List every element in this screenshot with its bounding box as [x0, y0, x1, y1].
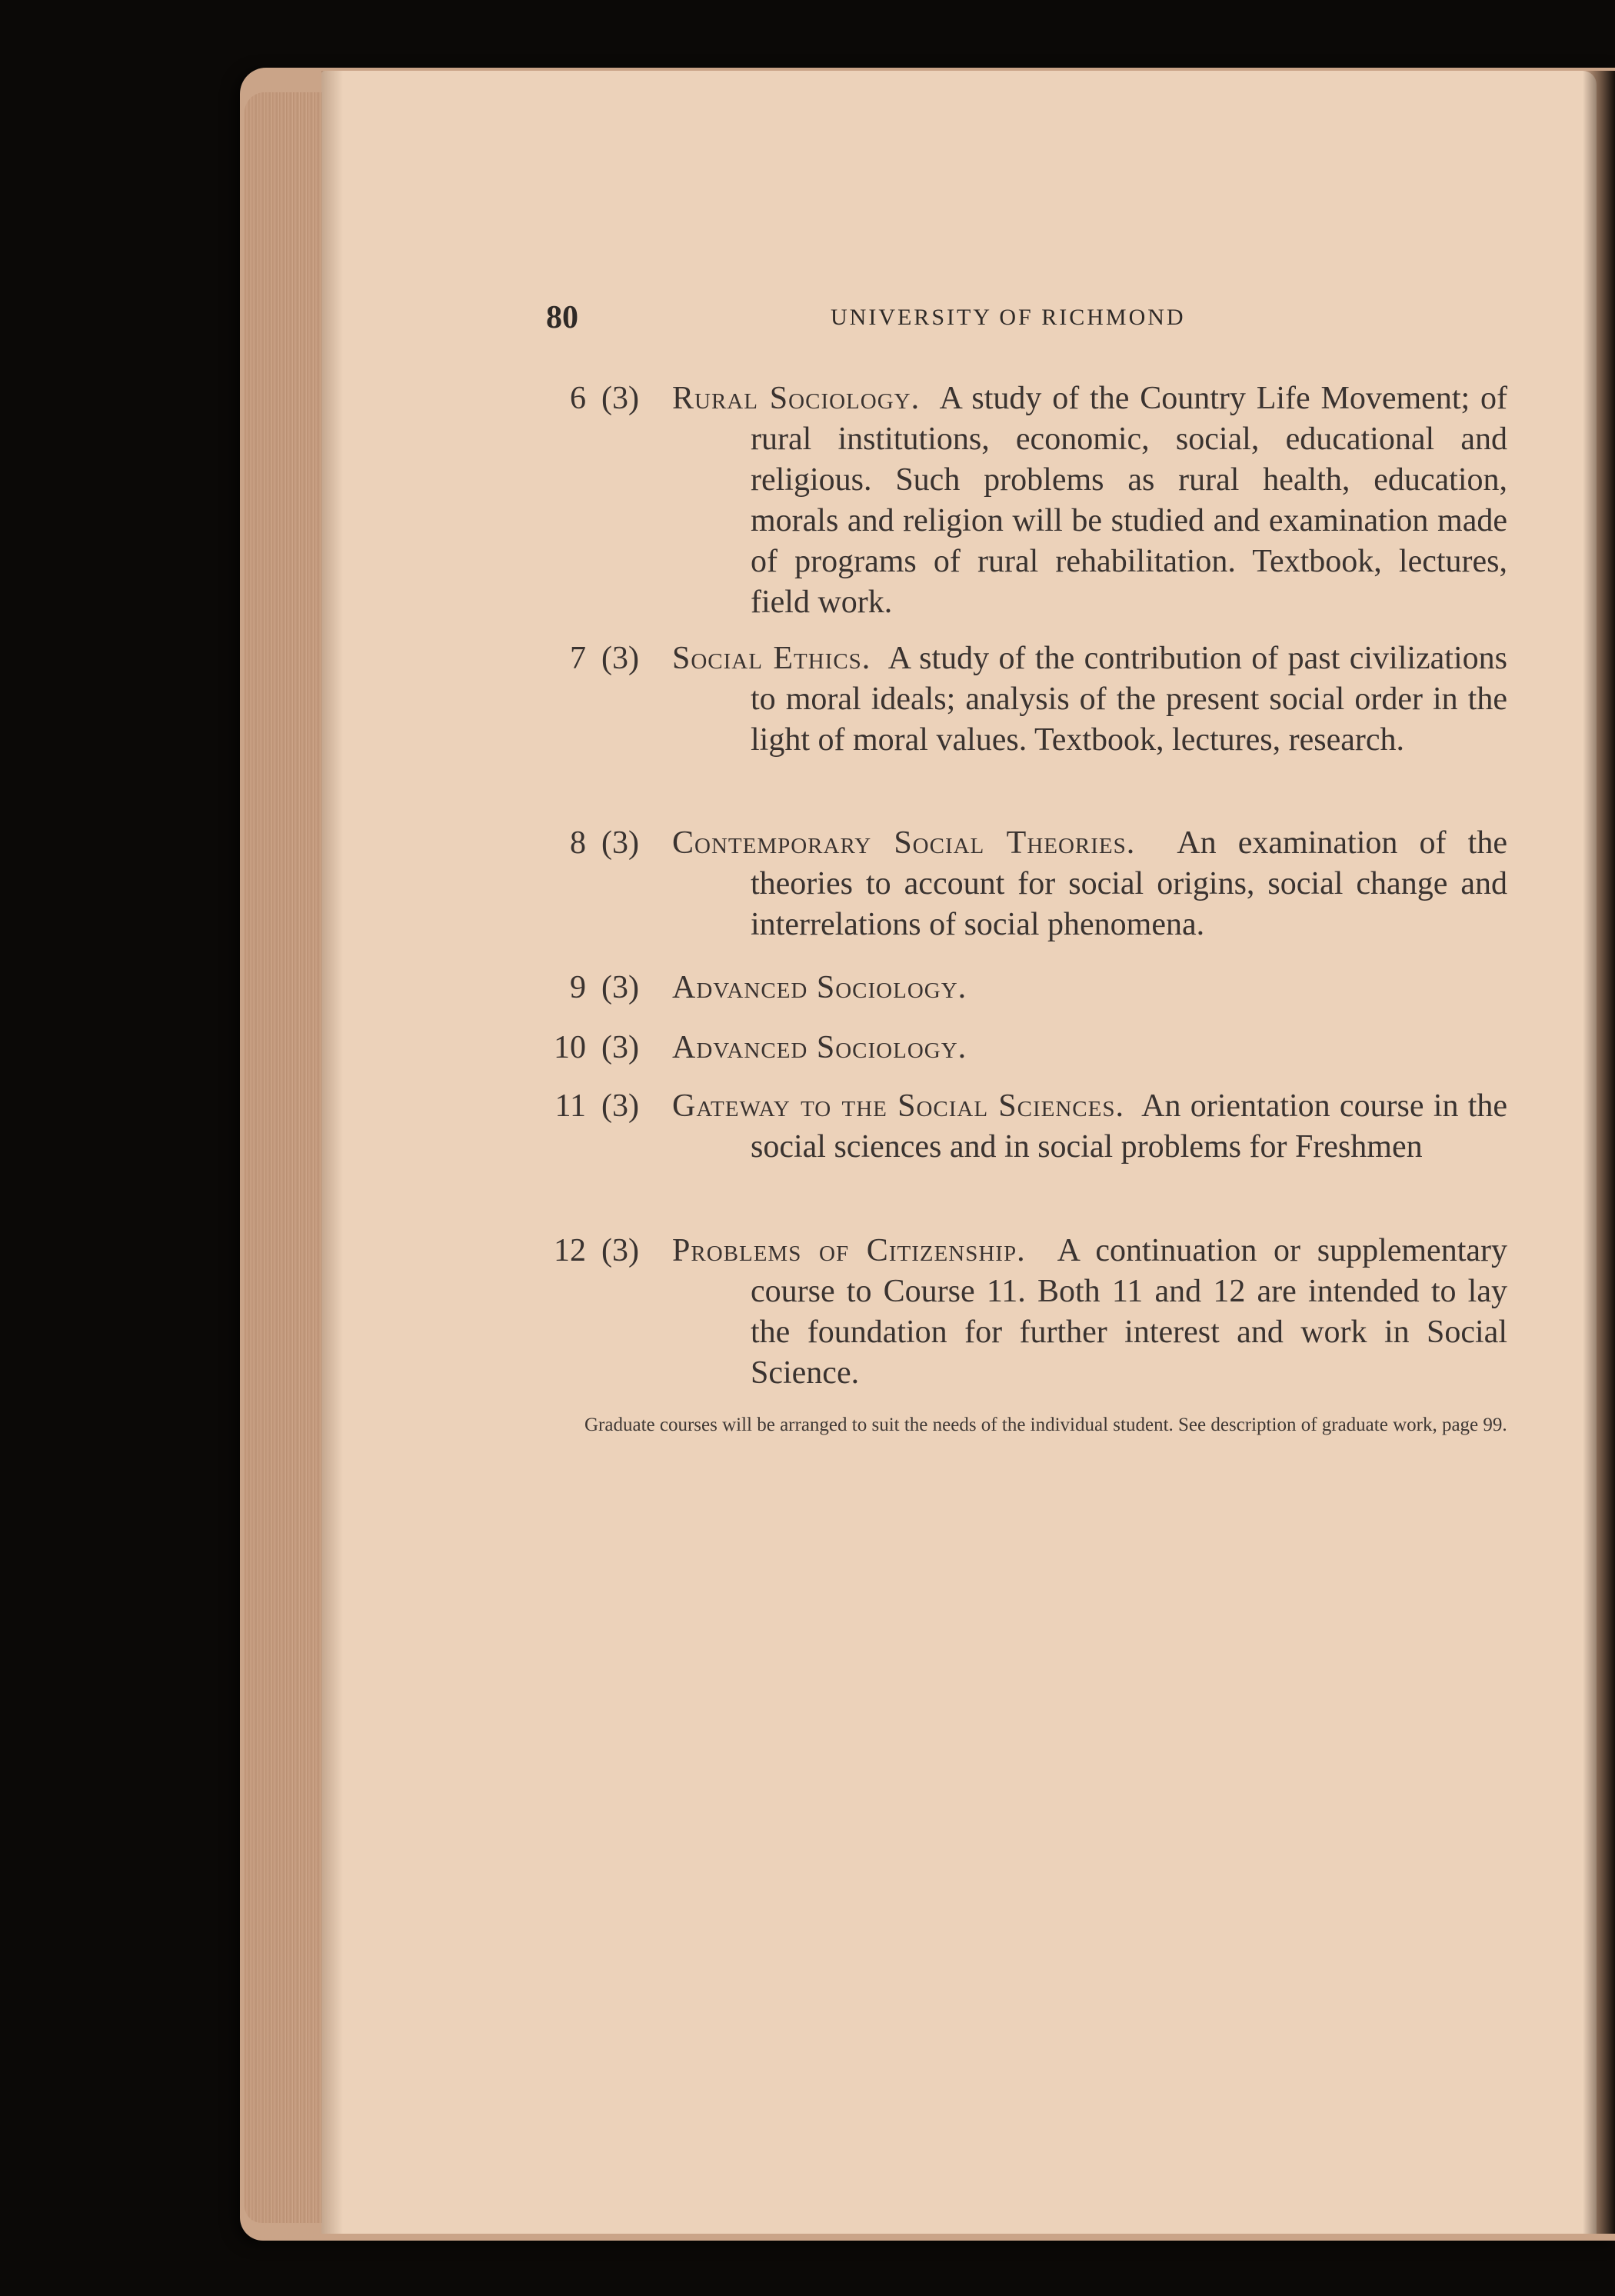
course-number: 11 [554, 1088, 586, 1124]
right-edge-shadow [1583, 71, 1615, 2234]
page-edges [245, 92, 325, 2223]
course-description: A study of the Country Life Movement; of rural institutions, economic, social, educational and religious. Such problems as rural health, education, morals and religion will be studied and examination made of programs of rural rehabilitation. Textbook, lectures, field work. [751, 381, 1507, 620]
course-credits: (3) [601, 1088, 639, 1124]
course-number: 10 [554, 1030, 586, 1065]
course-body [672, 638, 1507, 761]
course-entry [546, 378, 1507, 623]
course-credits: (3) [601, 1233, 639, 1268]
course-credits: (3) [601, 970, 639, 1005]
course-entry [546, 968, 1507, 1008]
course-entry [546, 1086, 1507, 1168]
course-entry [546, 823, 1507, 945]
course-title: Social Ethics. [672, 641, 871, 676]
course-credits: (3) [601, 1030, 639, 1065]
course-description: A continuation or supplementary course to Course 11. Both 11 and 12 are intended to lay the foundation for further interest and work in Social Science. [751, 1233, 1507, 1391]
course-credits: (3) [601, 381, 639, 416]
page-number: 80 [546, 300, 578, 335]
course-body [672, 378, 1507, 623]
course-body [672, 1028, 1507, 1068]
course-entry [546, 1231, 1507, 1394]
course-description: An examination of the theories to account for social origins, social change and interrelations of social phenomena. [751, 825, 1507, 942]
course-title: Gateway to the Social Sciences. [672, 1088, 1124, 1124]
course-credits: (3) [601, 825, 639, 861]
course-body [672, 1086, 1507, 1168]
course-description: An orientation course in the social sciences and in social problems for Freshmen [751, 1088, 1507, 1165]
course-description: A study of the contribution of past civilizations to moral ideals; analysis of the present social order in the light of moral values. Textbook, lectures, research. [751, 641, 1507, 758]
course-number: 6 [570, 381, 586, 416]
course-body [672, 968, 1507, 1008]
course-title: Problems of Citizenship. [672, 1233, 1026, 1268]
course-number: 12 [554, 1233, 586, 1268]
gutter-shadow [321, 71, 343, 2234]
course-body [672, 823, 1507, 945]
course-body [672, 1231, 1507, 1394]
course-number: 7 [570, 641, 586, 676]
course-title: Rural Sociology. [672, 381, 921, 416]
course-title: Advanced Sociology. [672, 970, 967, 1005]
footnote: Graduate courses will be arranged to suit the needs of the individual student. See description of graduate work, page 99. [584, 1415, 1507, 1435]
course-entry [546, 1028, 1507, 1068]
running-title: UNIVERSITY OF RICHMOND [831, 305, 1186, 330]
course-entry [546, 638, 1507, 761]
course-title: Contemporary Social Theories. [672, 825, 1136, 861]
course-number: 8 [570, 825, 586, 861]
course-title: Advanced Sociology. [672, 1030, 967, 1065]
course-credits: (3) [601, 641, 639, 676]
course-number: 9 [570, 970, 586, 1005]
